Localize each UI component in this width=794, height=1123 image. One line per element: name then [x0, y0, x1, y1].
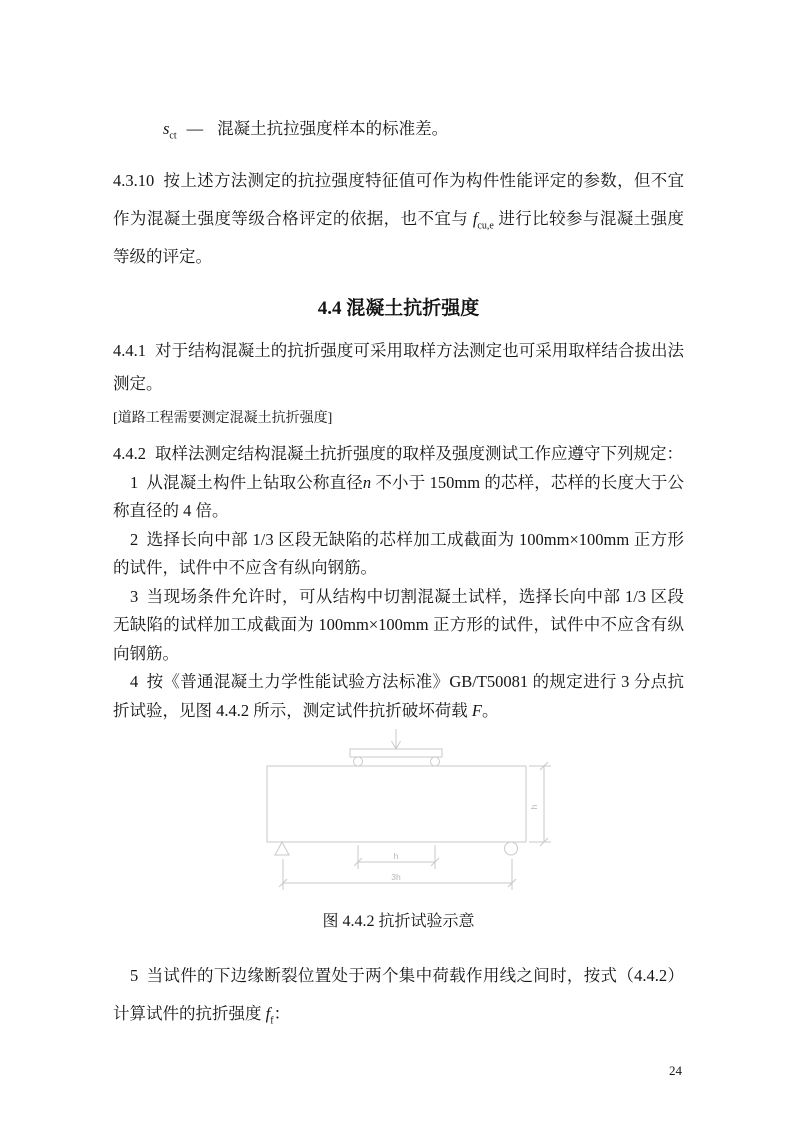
clause-number: 4.4.1: [113, 341, 146, 360]
item-number: 1: [130, 472, 139, 492]
item-text: 按《普通混凝土力学性能试验方法标准》GB/T50081 的规定进行 3 分点抗折试验，见图 4.4.2 所示，测定试件抗折破坏荷载: [113, 672, 684, 720]
symbol-description: 混凝土抗拉强度样本的标准差。: [217, 119, 449, 138]
clause-text-before-formula: 按上述方法测定的抗拉强度特征值可作为构件性能评定的参数，但不宜作为混凝土强度等级合格评定的依据，也不宜与: [113, 171, 684, 228]
clause-number: 4.3.10: [113, 171, 155, 190]
variable-f: f: [265, 1004, 271, 1023]
clause-4-4-2: [113, 440, 684, 469]
item-text: 当现场条件允许时，可从结构中切割混凝土试样，选择长向中部 1/3 区段无缺陷的试样加工成截面为 100mm×100mm 正方形的试件，试件中不应含有纵向钢筋。: [113, 586, 684, 663]
dimension-label-3h: 3h: [390, 872, 401, 882]
item-text: 。: [481, 700, 499, 720]
dimension-span: [279, 859, 516, 890]
dimension-load-spacing: [354, 845, 439, 869]
list-item-3: [113, 583, 684, 669]
roller-support: [504, 842, 517, 855]
item-number: 2: [130, 529, 139, 549]
variable-f-subscript: f: [270, 1015, 274, 1027]
clause-text: 取样法测定结构混凝土抗折强度的取样及强度测试工作应遵守下列规定：: [155, 444, 683, 463]
clause-text-after-formula: 进行比较参与混凝土强度等级的评定。: [113, 209, 685, 266]
item-text: 不小于 150mm 的芯样，芯样的长度大于公称直径的 4 倍。: [113, 472, 684, 520]
clause-text: 对于结构混凝土的抗折强度可采用取样方法测定也可采用取样结合拔出法测定。: [113, 341, 684, 393]
list-item-5: [113, 957, 684, 1033]
definition-dash: —: [186, 119, 204, 138]
variable-n: n: [362, 472, 372, 492]
item-number: 4: [130, 672, 139, 691]
clause-4-3-10: [113, 162, 684, 276]
item-number: 5: [130, 966, 139, 985]
symbol-s-subscript: ct: [169, 130, 177, 142]
variable-F: F: [471, 700, 482, 720]
item-text: 选择长向中部 1/3 区段无缺陷的芯样加工成截面为 100mm×100mm 正方形的试件，试件中不应含有纵向钢筋。: [113, 529, 684, 577]
dimension-label-h-middle: h: [393, 851, 398, 861]
loading-roller-left: [353, 757, 362, 766]
pin-support: [275, 842, 289, 855]
section-heading-4-4: 4.4 混凝土抗折强度: [317, 298, 480, 319]
figure-caption: 图 4.4.2 抗折试验示意: [322, 913, 475, 930]
list-item-2: [113, 526, 684, 583]
item-text: 当试件的下边缘断裂位置处于两个集中荷载作用线之间时，按式（4.4.2）计算试件的抗折强度: [113, 966, 684, 1023]
clause-4-4-1: [113, 334, 684, 400]
specimen-beam: [267, 766, 526, 842]
formula-f: f: [472, 209, 478, 228]
symbol-definition: [113, 110, 684, 148]
flexural-test-diagram: [229, 729, 569, 894]
list-item-1: [113, 469, 684, 526]
symbol-s: s: [163, 119, 170, 138]
figure-4-4-2: [113, 729, 684, 899]
list-item-4: [113, 668, 684, 725]
item-text: ：: [273, 1004, 291, 1023]
item-number: 3: [130, 586, 139, 606]
page-number: 24: [669, 1063, 682, 1078]
editor-note: [道路工程需要测定混凝土抗折强度]: [113, 411, 333, 426]
formula-f-subscript: cu,e: [477, 220, 494, 232]
dimension-height: [529, 762, 551, 846]
spreader-beam: [350, 749, 442, 757]
load-arrow-icon: [391, 729, 400, 749]
clause-number: 4.4.2: [113, 444, 146, 463]
loading-roller-right: [430, 757, 439, 766]
dimension-label-h-vertical: h: [528, 804, 539, 810]
item-text: 从混凝土构件上钻取公称直径: [146, 472, 363, 492]
